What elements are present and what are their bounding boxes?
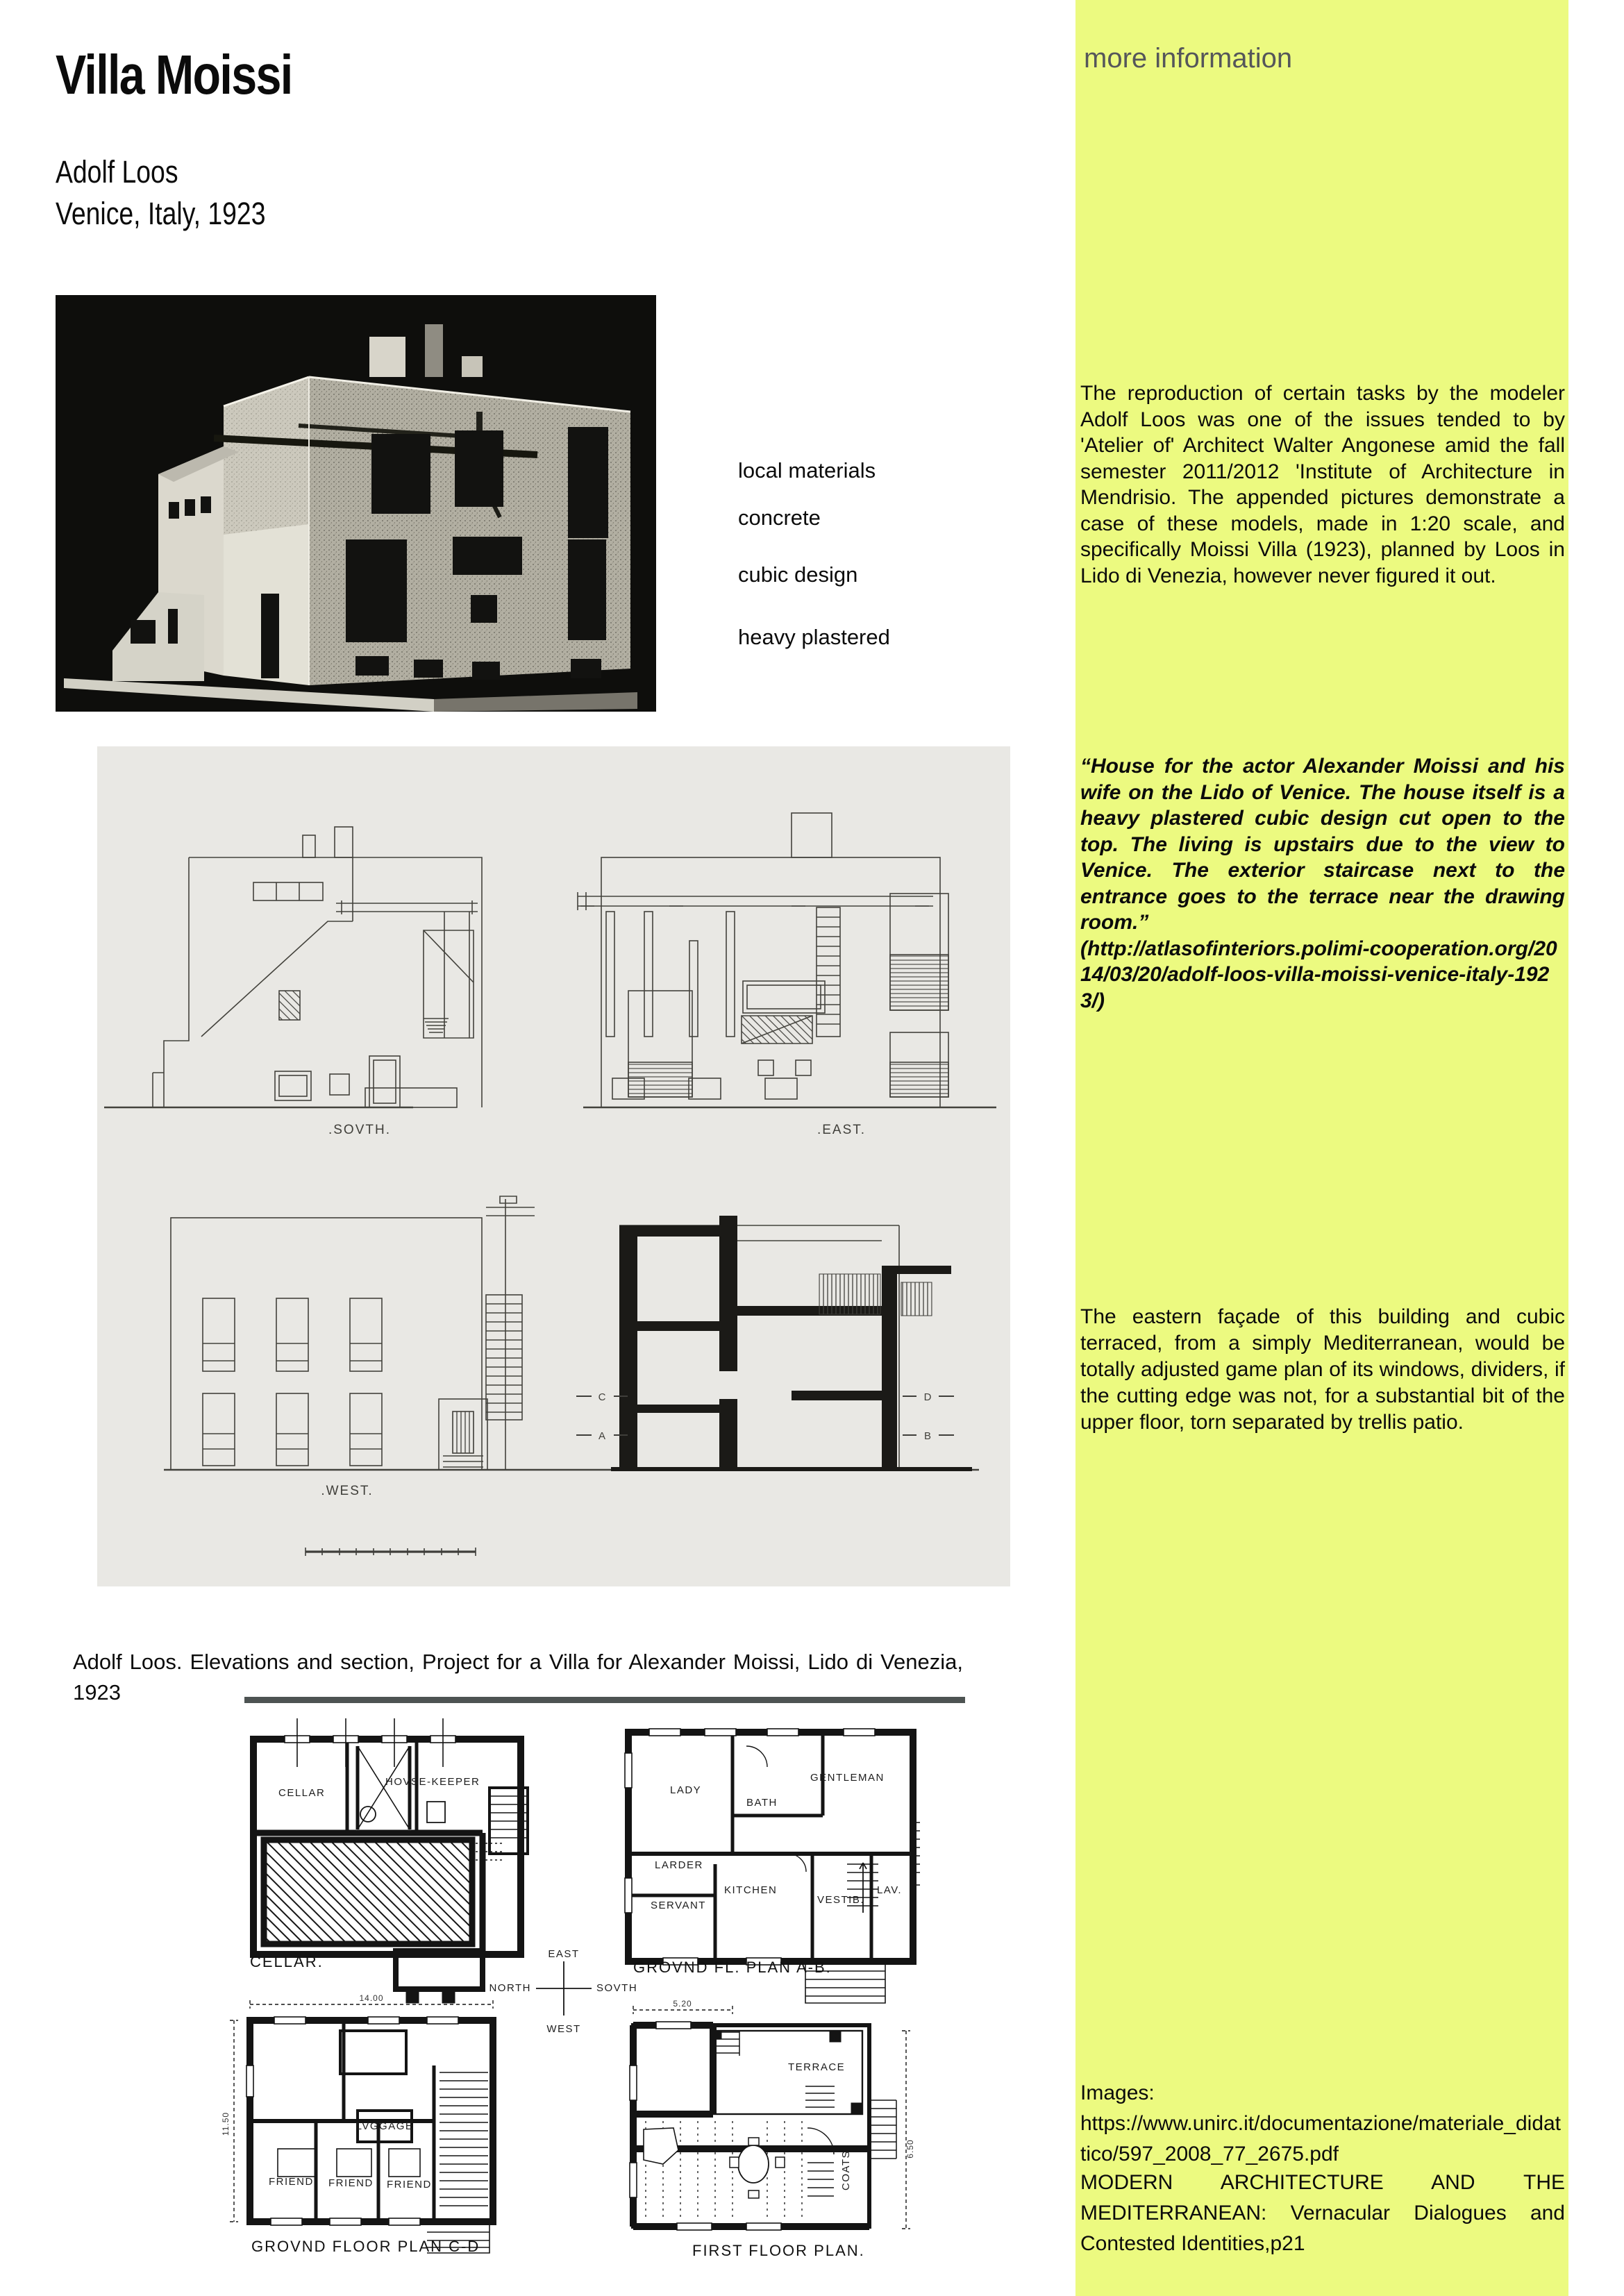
page-title: Villa Moissi	[56, 44, 292, 106]
coats-room-label: COATS	[840, 2150, 852, 2190]
kitchen-room-label: KITCHEN	[724, 1884, 778, 1896]
architect-name: Adolf Loos	[56, 154, 178, 190]
cellar-room-label: CELLAR	[278, 1787, 326, 1799]
first-floor-caption: FIRST FLOOR PLAN.	[692, 2242, 865, 2259]
servant-room-label: SERVANT	[651, 1900, 706, 1911]
housekeeper-room-label: HOVSE-KEEPER	[385, 1776, 480, 1788]
photo-label-concrete: concrete	[738, 505, 821, 530]
friend-room-3-label: FRIEND	[387, 2179, 432, 2190]
plan-cd-caption: GROVND FLOOR PLAN C-D	[251, 2238, 480, 2255]
quote-source-url: (http://atlasofinteriors.polimi-cooperation.org/2014/03/20/adolf-loos-villa-moissi-venice-italy-1923/)	[1080, 937, 1557, 1012]
south-elevation-label: .SOVTH.	[328, 1123, 392, 1137]
elevations-sheet	[97, 746, 1010, 1586]
cellar-plan-caption: CELLAR.	[250, 1953, 324, 1970]
compass-north-label: NORTH	[489, 1982, 531, 1994]
quote-block	[1080, 753, 1565, 1014]
gentleman-room-label: GENTLEMAN	[810, 1772, 885, 1784]
section-marker-a: A	[598, 1430, 606, 1442]
vestibule-room-label: VESTIB.	[817, 1894, 865, 1906]
lady-room-label: LADY	[670, 1784, 702, 1796]
more-information-label: more information	[1084, 43, 1293, 74]
floor-plans-drawing	[219, 1704, 920, 2295]
lavatory-room-label: LAV.	[877, 1884, 903, 1896]
figure-caption: Adolf Loos. Elevations and section, Project for a Villa for Alexander Moissi, Lido di Venezia, 1923	[73, 1650, 963, 1704]
images-url: https://www.unirc.it/documentazione/materiale_didattico/597_2008_77_2675.pdf	[1080, 2112, 1562, 2165]
info-paragraph-2: The eastern façade of this building and cubic terraced, from a simply Mediterranean, would be totally adjusted game plan of its windows, dividers, if the cutting edge was not, for a substantial bit of the upper floor, torn separated by trellis patio.	[1080, 1305, 1565, 1434]
photo-label-heavy-plastered: heavy plastered	[738, 625, 890, 649]
section-marker-d: D	[923, 1391, 932, 1403]
project-location: Venice, Italy, 1923	[56, 196, 266, 231]
source-reference: MODERN ARCHITECTURE AND THE MEDITERRANEAN: Vernacular Dialogues and Contested Identities,p21	[1080, 2171, 1565, 2255]
quote-text: “House for the actor Alexander Moissi and his wife on the Lido of Venice. The house itself is a heavy plastered cubic design cut open to the top. The living is upstairs due to the view to Venice. The exterior staircase next to the entrance goes to the terrace near the drawing room.”	[1080, 755, 1565, 934]
page-subtitle	[56, 151, 265, 235]
friend-room-1-label: FRIEND	[269, 2176, 314, 2188]
east-elevation-label: .EAST.	[817, 1123, 867, 1137]
plan-cd-width-dim: 14.00	[359, 1993, 384, 2003]
bath-room-label: BATH	[746, 1797, 778, 1809]
first-floor-width-dim: 5.20	[673, 1999, 692, 2009]
plan-ab-caption: GROVND FL. PLAN A-B.	[633, 1959, 832, 1976]
yellow-info-column	[1075, 0, 1568, 2296]
model-photo-image	[56, 295, 656, 712]
info-paragraph-1: The reproduction of certain tasks by the modeler Adolf Loos was one of the issues tended to by 'Atelier of' Architect Walter Angonese amid the fall semester 2011/2012 'Institute of Architecture in Mendrisio. The appended pictures demonstrate a case of these models, made in 1:20 scale, and specifically Moissi Villa (1923), planned by Loos in Lido di Venezia, however never figured it out.	[1080, 382, 1565, 587]
photo-label-local-materials: local materials	[738, 458, 876, 483]
first-floor-height-dim: 6.50	[905, 2139, 915, 2159]
section-marker-b: B	[923, 1430, 932, 1442]
images-label: Images:	[1080, 2081, 1155, 2104]
photo-label-cubic-design: cubic design	[738, 562, 858, 587]
compass-east-label: EAST	[548, 1948, 580, 1960]
larder-room-label: LARDER	[655, 1859, 703, 1871]
compass-west-label: WEST	[546, 2023, 581, 2035]
elevations-drawing	[97, 746, 1010, 1586]
caption-underline-rule	[244, 1697, 965, 1703]
model-photo	[56, 295, 656, 712]
floor-plans	[219, 1704, 920, 2295]
friend-room-2-label: FRIEND	[328, 2177, 374, 2189]
luggage-room-label: LVGGAGE	[355, 2120, 414, 2132]
images-credit-block	[1080, 2078, 1565, 2170]
compass-south-label: SOVTH	[596, 1982, 638, 1994]
west-elevation-label: .WEST.	[321, 1484, 374, 1498]
plan-cd-height-dim: 11.50	[221, 2111, 231, 2136]
terrace-room-label: TERRACE	[788, 2061, 846, 2073]
section-marker-c: C	[598, 1391, 606, 1403]
